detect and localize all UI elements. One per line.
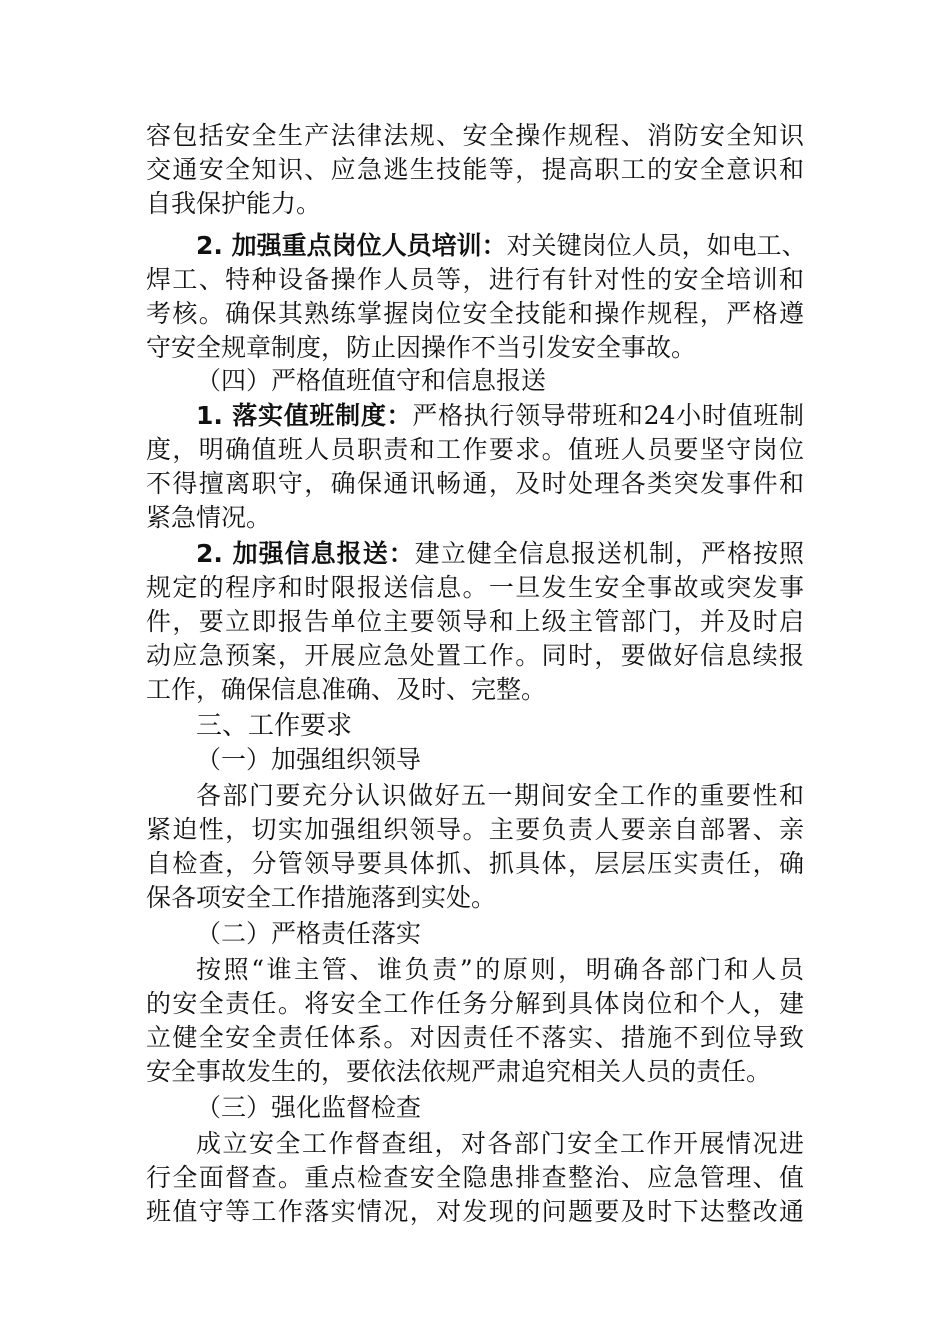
paragraph-start	[196, 229, 807, 263]
body-line: 不得擅离职守，确保通讯畅通，及时处理各类突发事件和	[146, 469, 804, 498]
body-line: 件，要立即报告单位主要领导和上级主管部门，并及时启	[146, 607, 804, 636]
body-line: 度，明确值班人员职责和工作要求。值班人员要坚守岗位	[146, 435, 804, 464]
body-line: 的安全责任。将安全工作任务分解到具体岗位和个人，建	[146, 989, 804, 1018]
bold-lead: 2. 加强重点岗位人员培训：	[196, 231, 507, 260]
body-line: 守安全规章制度，防止因操作不当引发安全事故。	[146, 333, 697, 362]
body-line: 立健全安全责任体系。对因责任不落实、措施不到位导致	[146, 1023, 804, 1052]
paragraph-start	[196, 399, 804, 433]
body-text: 严格执行领导带班和24小时值班制	[412, 401, 804, 430]
body-line: 工作，确保信息准确、及时、完整。	[146, 675, 547, 704]
bold-lead: 2. 加强信息报送：	[196, 539, 415, 568]
body-line: 规定的程序和时限报送信息。一旦发生安全事故或突发事	[146, 573, 804, 602]
body-line: 自检查，分管领导要具体抓、抓具体，层层压实责任，确	[146, 849, 804, 878]
subsection-heading: （一）加强组织领导	[196, 745, 422, 774]
body-line: 各部门要充分认识做好五一期间安全工作的重要性和	[196, 781, 804, 810]
body-line: 保各项安全工作措施落到实处。	[146, 883, 497, 912]
bold-lead: 1. 落实值班制度：	[196, 401, 413, 430]
subsection-heading: （四）严格值班值守和信息报送	[196, 366, 547, 395]
paragraph-start	[196, 537, 804, 571]
body-line: 交通安全知识、应急逃生技能等，提高职工的安全意识和	[146, 155, 804, 184]
section-heading: 三、工作要求	[196, 711, 353, 741]
body-text: 对关键岗位人员，如电工、	[506, 231, 807, 260]
subsection-heading: （二）严格责任落实	[196, 919, 422, 948]
body-line: 紧急情况。	[146, 503, 272, 532]
subsection-heading: （三）强化监督检查	[196, 1093, 422, 1122]
body-line: 成立安全工作督查组，对各部门安全工作开展情况进	[196, 1129, 804, 1158]
body-line: 紧迫性，切实加强组织领导。主要负责人要亲自部署、亲	[146, 815, 804, 844]
body-line: 班值守等工作落实情况，对发现的问题要及时下达整改通	[146, 1197, 804, 1226]
body-line: 动应急预案，开展应急处置工作。同时，要做好信息续报	[146, 641, 804, 670]
body-line: 容包括安全生产法律法规、安全操作规程、消防安全知识	[146, 121, 804, 150]
body-text: 建立健全信息报送机制，严格按照	[414, 539, 804, 568]
body-line: 焊工、特种设备操作人员等，进行有针对性的安全培训和	[146, 265, 804, 294]
body-line: 安全事故发生的，要依法依规严肃追究相关人员的责任。	[146, 1057, 772, 1086]
body-line: 按照“谁主管、谁负责”的原则，明确各部门和人员	[196, 955, 804, 984]
body-line: 自我保护能力。	[146, 189, 322, 218]
body-line: 考核。确保其熟练掌握岗位安全技能和操作规程，严格遵	[146, 299, 804, 328]
body-line: 行全面督查。重点检查安全隐患排查整治、应急管理、值	[146, 1163, 804, 1192]
